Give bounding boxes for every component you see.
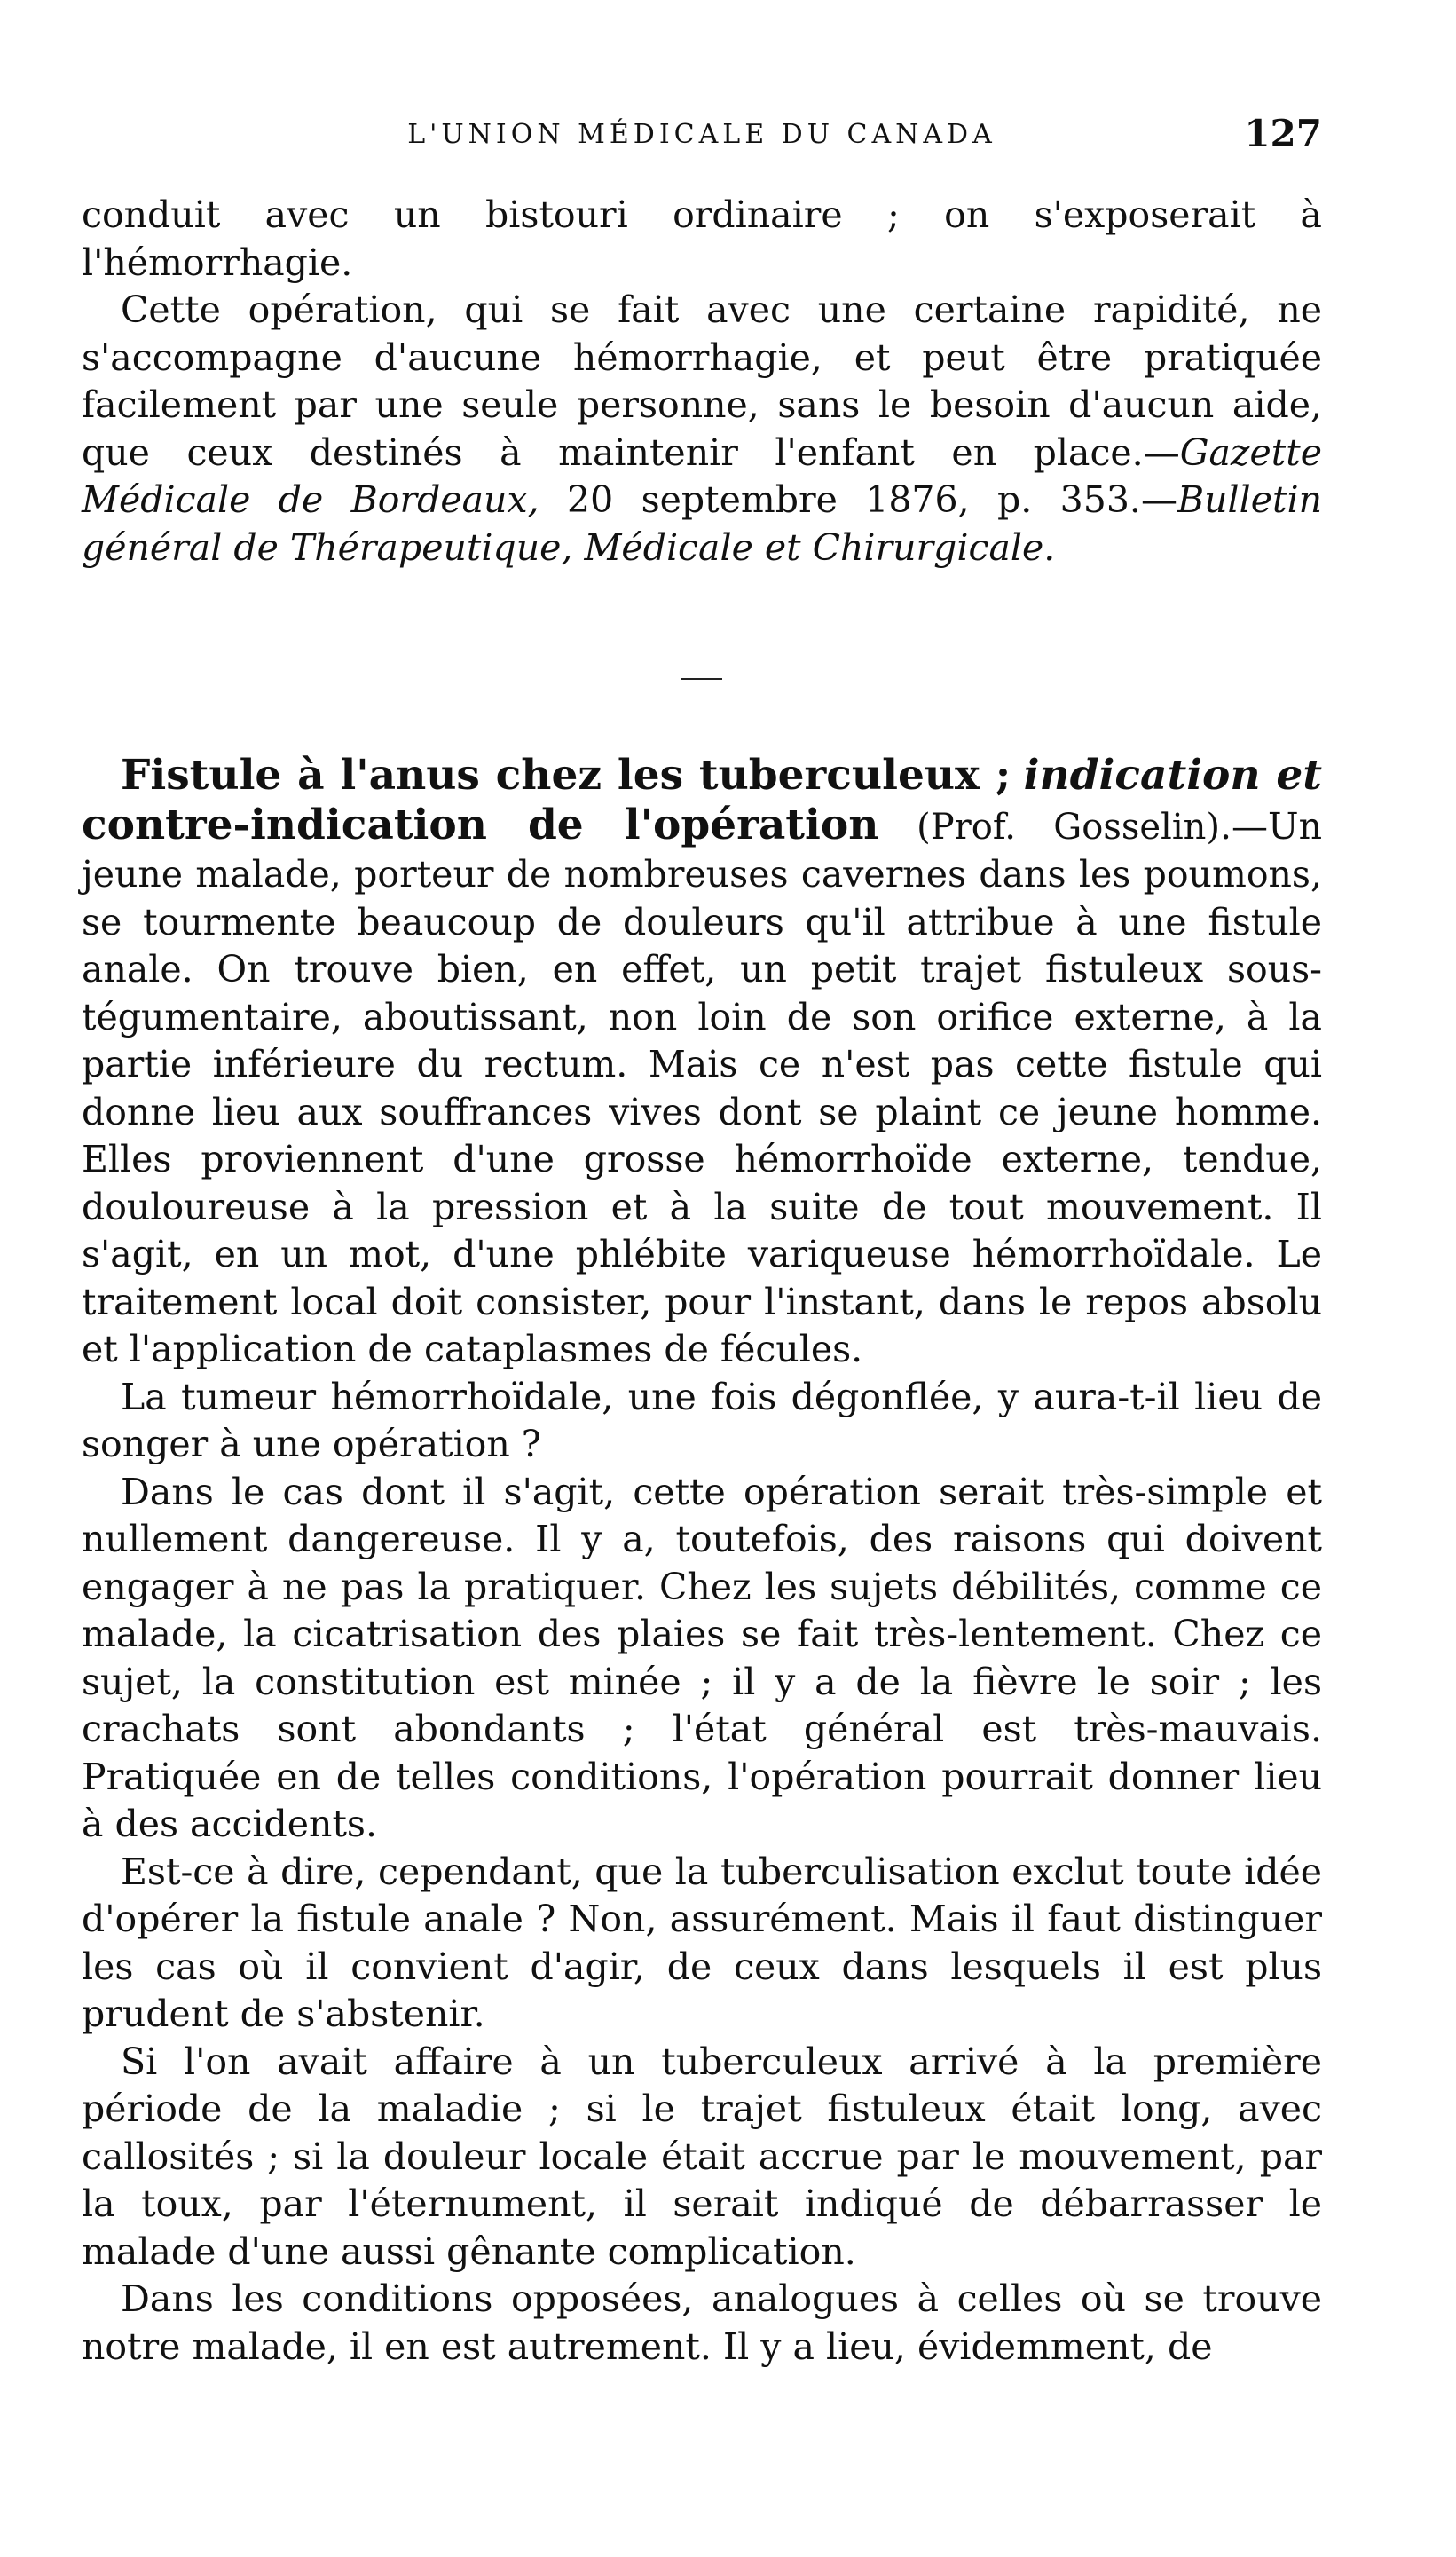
source-details: 20 septembre 1876, p. 353.—: [539, 478, 1177, 521]
paragraph: conduit avec un bistouri ordinaire ; on s'exposerait à l'hémorrhagie.: [82, 193, 1322, 284]
source-title: Bulletin général de Thérapeutique, Médicale et Chirurgicale.: [82, 478, 1322, 569]
article-title-italic: indication et: [1023, 751, 1322, 800]
source-title: Gazette Médicale de Bordeaux,: [82, 430, 1322, 521]
section-divider: [681, 678, 722, 680]
paragraph: Dans les conditions opposées, analogues à celles où se trouve notre malade, il en est autrement. Il y a lieu, évidemment, de: [82, 2277, 1322, 2368]
previous-article: [82, 192, 1322, 572]
paragraph: [82, 287, 1322, 572]
paragraph: La tumeur hémorrhoïdale, une fois dégonflée, y aura-t-il lieu de songer à une opération ?: [82, 1375, 1322, 1465]
document-page: [82, 107, 1322, 2371]
running-title: L'UNION MÉDICALE DU CANADA: [407, 119, 996, 150]
running-head: [82, 107, 1322, 160]
article-intro: .—Un jeune malade, porteur de nombreuses cavernes dans les poumons, se tourmente beaucoup de douleurs qu'il attribue à une fistule anale. On trouve bien, en effet, un petit trajet fistuleux sous-tégumentaire, aboutissant, non loin de son orifice externe, à la partie inférieure du rectum. Mais ce n'est pas cette fistule qui donne lieu aux souffrances vives dont se plaint ce jeune homme. Elles proviennent d'une grosse hémorrhoïde externe, tendue, douloureuse à la pression et à la suite de tout mouvement. Il s'agit, en un mot, d'une phlébite variqueuse hémorrhoïdale. Le traitement local doit consister, pour l'instant, dans le repos absolu et l'application de cataplasmes de fécules.: [82, 804, 1322, 1370]
paragraph: Si l'on avait affaire à un tuberculeux arrivé à la première période de la maladie ; si le trajet fistuleux était long, avec callosités ; si la douleur locale était accrue par le mouvement, par la toux, par l'éternument, il serait indiqué de débarrasser le malade d'une aussi gênante complication.: [82, 2040, 1322, 2273]
paragraph: Dans le cas dont il s'agit, cette opération serait très-simple et nullement dangereuse. Il y a, toutefois, des raisons qui doivent engager à ne pas la pratiquer. Chez les sujets débilités, comme ce malade, la cicatrisation des plaies se fait très-lentement. Chez ce sujet, la constitution est minée ; il y a de la fièvre le soir ; les crachats sont abondants ; l'état général est très-mauvais. Pratiquée en de telles conditions, l'opération pourrait donner lieu à des accidents.: [82, 1470, 1322, 1845]
article-opening: [82, 751, 1322, 1374]
article: [82, 751, 1322, 2371]
article-title: Fistule à l'anus chez les tuberculeux ;: [121, 751, 1011, 800]
author: (Prof. Gosselin): [917, 806, 1220, 848]
paragraph-text: Cette opération, qui se fait avec une certaine rapidité, ne s'accompagne d'aucune hémorrhagie, et peut être pratiquée facilement par une seule personne, sans le besoin d'aucun aide, que ceux destinés à maintenir l'enfant en place.—: [82, 288, 1322, 474]
paragraph: Est-ce à dire, cependant, que la tuberculisation exclut toute idée d'opérer la fistule anale ? Non, assurément. Mais il faut distinguer les cas où il convient d'agir, de ceux dans lesquels il est plus prudent de s'abstenir.: [82, 1850, 1322, 2035]
article-title-continued: contre-indication de l'opération: [82, 800, 879, 849]
page-number: 127: [1244, 112, 1322, 155]
